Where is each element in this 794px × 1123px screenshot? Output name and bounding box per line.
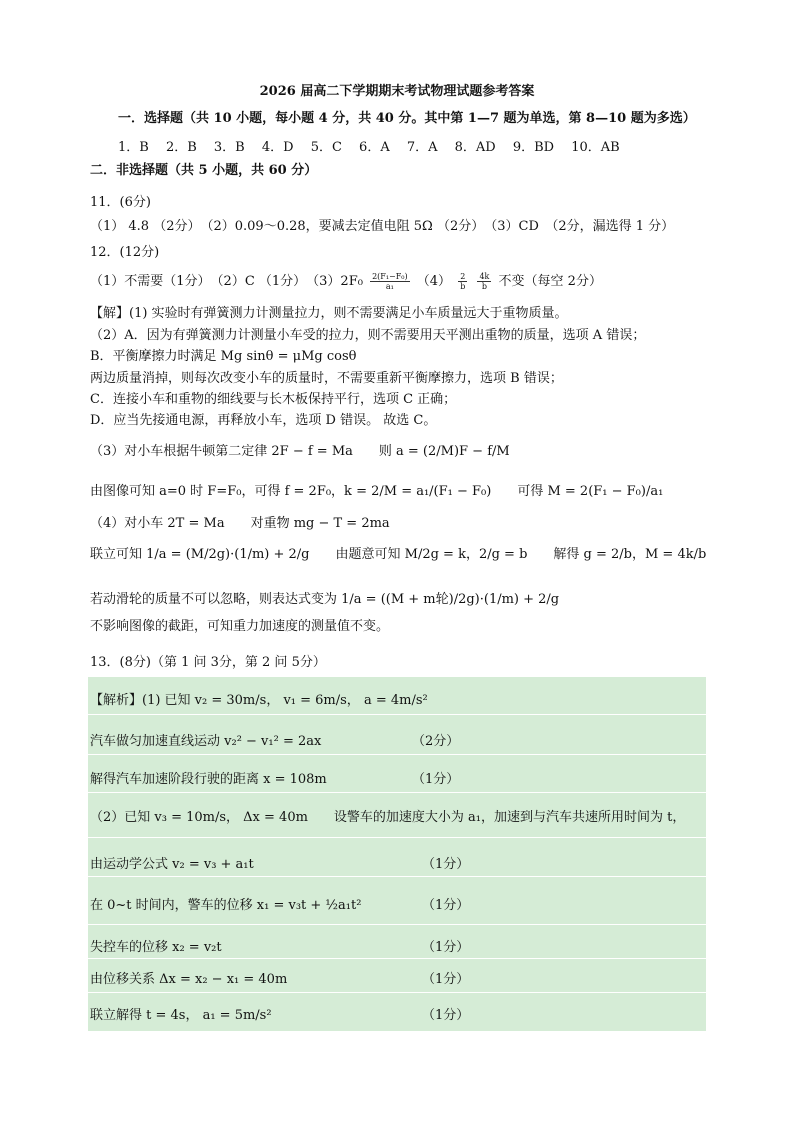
- solution-row-score: （1分）: [412, 772, 460, 787]
- choice-answers: 1．B 2．B 3．B 4．D 5．C 6．A 7．A 8．AD 9．BD 10．AB: [118, 140, 620, 155]
- q11-answer: （1） 4.8 （2分） （2）0.09～0.28，要减去定值电阻 5Ω （2分） （3）CD （2分，漏选得 1 分）: [90, 219, 675, 234]
- solution-row-text: 汽车做匀加速直线运动 v₂² − v₁² = 2ax: [90, 734, 322, 749]
- solution-row: [88, 792, 706, 838]
- q12-explanation-5: C．连接小车和重物的细线要与长木板保持平行，选项 C 正确；: [90, 392, 457, 407]
- solution-row-text: 【解析】(1) 已知 v₂ = 30m/s， v₁ = 6m/s， a = 4m/s²: [90, 693, 428, 708]
- fraction-mass-denominator: a₁: [385, 282, 394, 291]
- q13-head: 13．(8分)（第 1 问 3分，第 2 问 5分）: [90, 655, 326, 670]
- q12-explanation-11: 若动滑轮的质量不可以忽略，则表达式变为 1/a = ((M + m轮)/2g)·(1/m) + 2/g: [90, 592, 560, 607]
- fraction-mass-numerator: 2(F₁−F₀): [372, 272, 408, 281]
- solution-row: [88, 714, 706, 755]
- fraction-g-denominator: b: [460, 282, 466, 291]
- solution-row-text: 由运动学公式 v₂ = v₃ + a₁t: [90, 857, 254, 872]
- solution-row-score: （1分）: [422, 857, 470, 872]
- section2-heading: 二．非选择题（共 5 小题，共 60 分）: [90, 163, 318, 178]
- fraction-g: [458, 272, 467, 291]
- solution-row-text: 解得汽车加速阶段行驶的距离 x = 108m: [90, 772, 327, 787]
- q12-explanation-10: 联立可知 1/a = (M/2g)·(1/m) + 2/g 由题意可知 M/2g = k，2/g = b 解得 g = 2/b，M = 4k/b: [90, 547, 707, 562]
- solution-row: [88, 992, 706, 1031]
- q12-answer-part-c: 不变（每空 2分）: [498, 274, 602, 289]
- fraction-mass: [370, 272, 410, 291]
- page-title: 2026 届高二下学期期末考试物理试题参考答案: [259, 84, 535, 99]
- solution-row: [88, 754, 706, 793]
- solution-row-text: 由位移关系 Δx = x₂ − x₁ = 40m: [90, 972, 288, 987]
- fraction-M: [477, 272, 491, 291]
- section1-heading: 一．选择题（共 10 小题，每小题 4 分，共 40 分。其中第 1—7 题为单选，第 8—10 题为多选）: [118, 111, 696, 126]
- solution-row: [88, 958, 706, 993]
- solution-row: [88, 924, 706, 959]
- q13-solution-box: [88, 677, 706, 1031]
- q12-explanation-3: B．平衡摩擦力时满足 Mg sinθ = μMg cosθ: [90, 349, 357, 364]
- q12-explanation-12: 不影响图像的截距，可知重力加速度的测量值不变。: [90, 619, 390, 634]
- solution-row-text: 在 0~t 时间内，警车的位移 x₁ = v₃t + ½a₁t²: [90, 898, 362, 913]
- solution-row: [88, 677, 706, 715]
- solution-row-text: 失控车的位移 x₂ = v₂t: [90, 940, 222, 955]
- q12-explanation-8: 由图像可知 a=0 时 F=F₀，可得 f = 2F₀，k = 2/M = a₁/(F₁ − F₀) 可得 M = 2(F₁ − F₀)/a₁: [90, 484, 664, 499]
- solution-row-score: （1分）: [422, 1008, 470, 1023]
- fraction-g-numerator: 2: [458, 272, 467, 282]
- solution-row-score: （1分）: [422, 898, 470, 913]
- q12-explanation-1: 【解】(1) 实验时有弹簧测力计测量拉力，则不需要满足小车质量远大于重物质量。: [90, 306, 568, 321]
- solution-row-text: （2）已知 v₃ = 10m/s， Δx = 40m 设警车的加速度大小为 a₁，加速到与汽车共速所用时间为 t，: [90, 810, 686, 825]
- q12-explanation-2: （2）A．因为有弹簧测力计测量小车受的拉力，则不需要用天平测出重物的质量，选项 A 错误；: [90, 328, 646, 343]
- solution-row: [88, 837, 706, 877]
- q12-explanation-7: （3）对小车根据牛顿第二定律 2F − f = Ma 则 a = (2/M)F − f/M: [90, 444, 510, 459]
- q12-answer: [90, 272, 602, 291]
- fraction-M-numerator: 4k: [479, 272, 490, 281]
- q12-explanation-6: D．应当先接通电源，再释放小车，选项 D 错误。 故选 C。: [90, 413, 437, 428]
- q12-explanation-9: （4）对小车 2T = Ma 对重物 mg − T = 2ma: [90, 516, 390, 531]
- q12-answer-part-b: （4）: [416, 274, 452, 289]
- q12-explanation-4: 两边质量消掉，则每次改变小车的质量时，不需要重新平衡摩擦力，选项 B 错误；: [90, 371, 563, 386]
- fraction-M-denominator: b: [481, 282, 487, 291]
- solution-row-text: 联立解得 t = 4s， a₁ = 5m/s²: [90, 1008, 272, 1023]
- q12-head: 12．(12分): [90, 245, 160, 260]
- solution-row-score: （1分）: [422, 940, 470, 955]
- solution-row-score: （2分）: [412, 734, 460, 749]
- q12-answer-part-a: （1）不需要（1分） （2）C （1分） （3）2F₀: [90, 274, 363, 289]
- q11-head: 11．(6分): [90, 195, 151, 210]
- solution-row-score: （1分）: [422, 972, 470, 987]
- solution-row: [88, 876, 706, 925]
